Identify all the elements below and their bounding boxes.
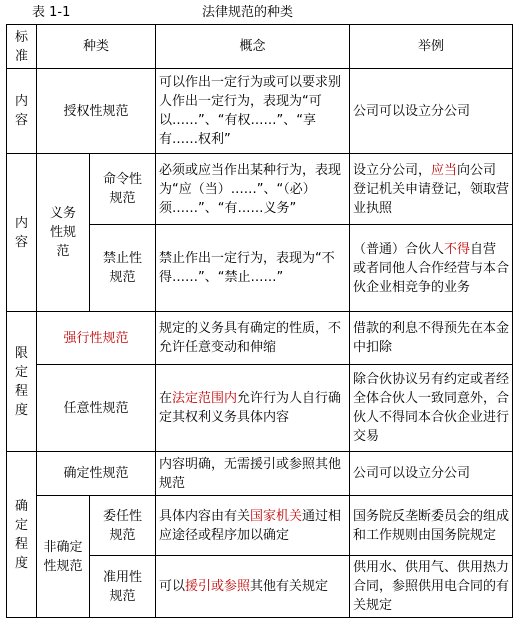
- table-row: [7, 312, 513, 365]
- kind-definite: 确定性规范: [37, 452, 156, 496]
- kind-prohibit: 禁止性规范: [90, 225, 156, 312]
- law-norm-table: [6, 24, 513, 618]
- header-concept: 概念: [156, 25, 350, 69]
- concept-definite: 内容明确，无需援引或参照其他规范: [156, 452, 350, 496]
- kind-mandatory: 强行性规范: [37, 312, 156, 365]
- concept-prohibit: 禁止作出一定行为，表现为“不得……”、“禁止……”: [156, 225, 350, 312]
- header-row: [7, 25, 513, 69]
- header-standard: 标准: [7, 25, 37, 69]
- table-row: [7, 154, 513, 225]
- example-mandatory: 借款的利息不得预先在本金中扣除: [350, 312, 513, 365]
- example-grant: 公司可以设立分公司: [350, 69, 513, 154]
- kind-grant: 授权性规范: [37, 69, 156, 154]
- kind-obligation: 义务性规范: [37, 154, 90, 312]
- concept-delegated: 具体内容由有关国家机关通过相应途径或程序加以确定: [156, 496, 350, 556]
- example-reference: 供用水、供用气、供用热力合同，参照供用电合同的有关规定: [350, 556, 513, 618]
- concept-grant: 可以作出一定行为或可以要求别人作出一定行为，表现为“可以……”、“有权……”、“享有……权利”: [156, 69, 350, 154]
- kind-delegated: 委任性规范: [90, 496, 156, 556]
- concept-command: 必须或应当作出某种行为，表现为“应（当）……”、“（必）须……”、“有……义务”: [156, 154, 350, 225]
- kind-reference: 准用性规范: [90, 556, 156, 618]
- header-example: 举例: [350, 25, 513, 69]
- table-row: [7, 69, 513, 154]
- kind-indefinite: 非确定性规范: [37, 496, 90, 618]
- example-optional: 除合伙协议另有约定或者经全体合伙人一致同意外，合伙人不得同本合伙企业进行交易: [350, 365, 513, 452]
- table-caption: [32, 3, 512, 23]
- standard-degree: 限定程度: [7, 312, 37, 452]
- concept-mandatory: 规定的义务具有确定的性质，不允许任意变动和伸缩: [156, 312, 350, 365]
- header-kind: 种类: [37, 25, 156, 69]
- standard-content: 内容: [7, 69, 37, 154]
- table-number: 表 1-1: [32, 5, 71, 20]
- table-row: [7, 452, 513, 496]
- table-title: 法律规范的种类: [202, 5, 294, 20]
- example-prohibit: （普通）合伙人不得自营或者同他人合作经营与本合伙企业相竞争的业务: [350, 225, 513, 312]
- kind-optional: 任意性规范: [37, 365, 156, 452]
- standard-certainty: 确定程度: [7, 452, 37, 618]
- example-command: 设立分公司，应当向公司登记机关申请登记，领取营业执照: [350, 154, 513, 225]
- concept-optional: 在法定范围内允许行为人自行确定其权利义务具体内容: [156, 365, 350, 452]
- concept-reference: 可以援引或参照其他有关规定: [156, 556, 350, 618]
- table-row: [7, 365, 513, 452]
- example-definite: 公司可以设立分公司: [350, 452, 513, 496]
- example-delegated: 国务院反垄断委员会的组成和工作规则由国务院规定: [350, 496, 513, 556]
- table-row: [7, 496, 513, 556]
- standard-content-2: 内容: [7, 154, 37, 312]
- kind-command: 命令性规范: [90, 154, 156, 225]
